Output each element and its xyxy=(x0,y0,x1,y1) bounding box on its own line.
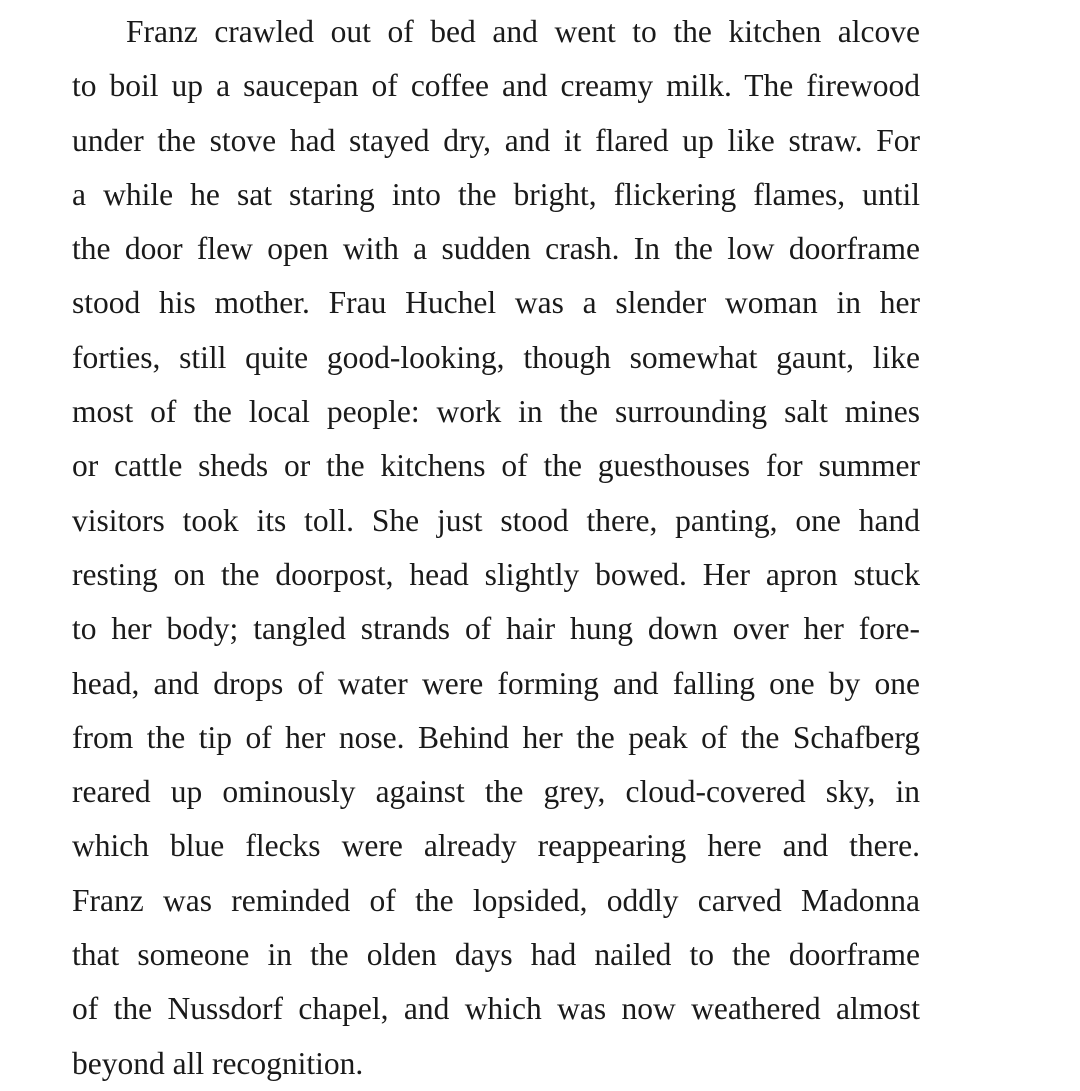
text-line: under the stove had stayed dry, and it flared up like straw. For xyxy=(72,122,920,158)
text-line: from the tip of her nose. Behind her the peak of the Schafberg xyxy=(72,719,920,755)
text-line: a while he sat staring into the bright, flickering flames, until xyxy=(72,176,920,212)
text-line: most of the local people: work in the surrounding salt mines xyxy=(72,394,920,430)
text-line: the door flew open with a sudden crash. In the low doorframe xyxy=(72,231,920,267)
text-line: Franz crawled out of bed and went to the kitchen alcove xyxy=(126,14,920,49)
text-line: or cattle sheds or the kitchens of the guesthouses for summer xyxy=(72,448,920,484)
text-line: Franz was reminded of the lopsided, oddly carved Madonna xyxy=(72,882,920,918)
text-line: beyond all recognition. xyxy=(72,1045,364,1081)
text-line: of the Nussdorf chapel, and which was now weathered almost xyxy=(72,991,920,1027)
text-line: visitors took its toll. She just stood there, panting, one hand xyxy=(72,502,920,538)
text-line: which blue flecks were already reappearing here and there. xyxy=(72,828,920,864)
text-line: forties, still quite good-looking, though somewhat gaunt, like xyxy=(72,339,920,375)
text-line: to her body; tangled strands of hair hung down over her fore- xyxy=(72,611,920,647)
text-line: head, and drops of water were forming and falling one by one xyxy=(72,665,920,701)
text-line: stood his mother. Frau Huchel was a slender woman in her xyxy=(72,285,920,321)
text-line: that someone in the olden days had nailed to the doorframe xyxy=(72,937,920,973)
text-line: resting on the doorpost, head slightly bowed. Her apron stuck xyxy=(72,556,920,592)
text-line: to boil up a saucepan of coffee and creamy milk. The firewood xyxy=(72,68,920,104)
text-line: reared up ominously against the grey, cloud-covered sky, in xyxy=(72,774,920,810)
paragraph xyxy=(72,5,920,1091)
